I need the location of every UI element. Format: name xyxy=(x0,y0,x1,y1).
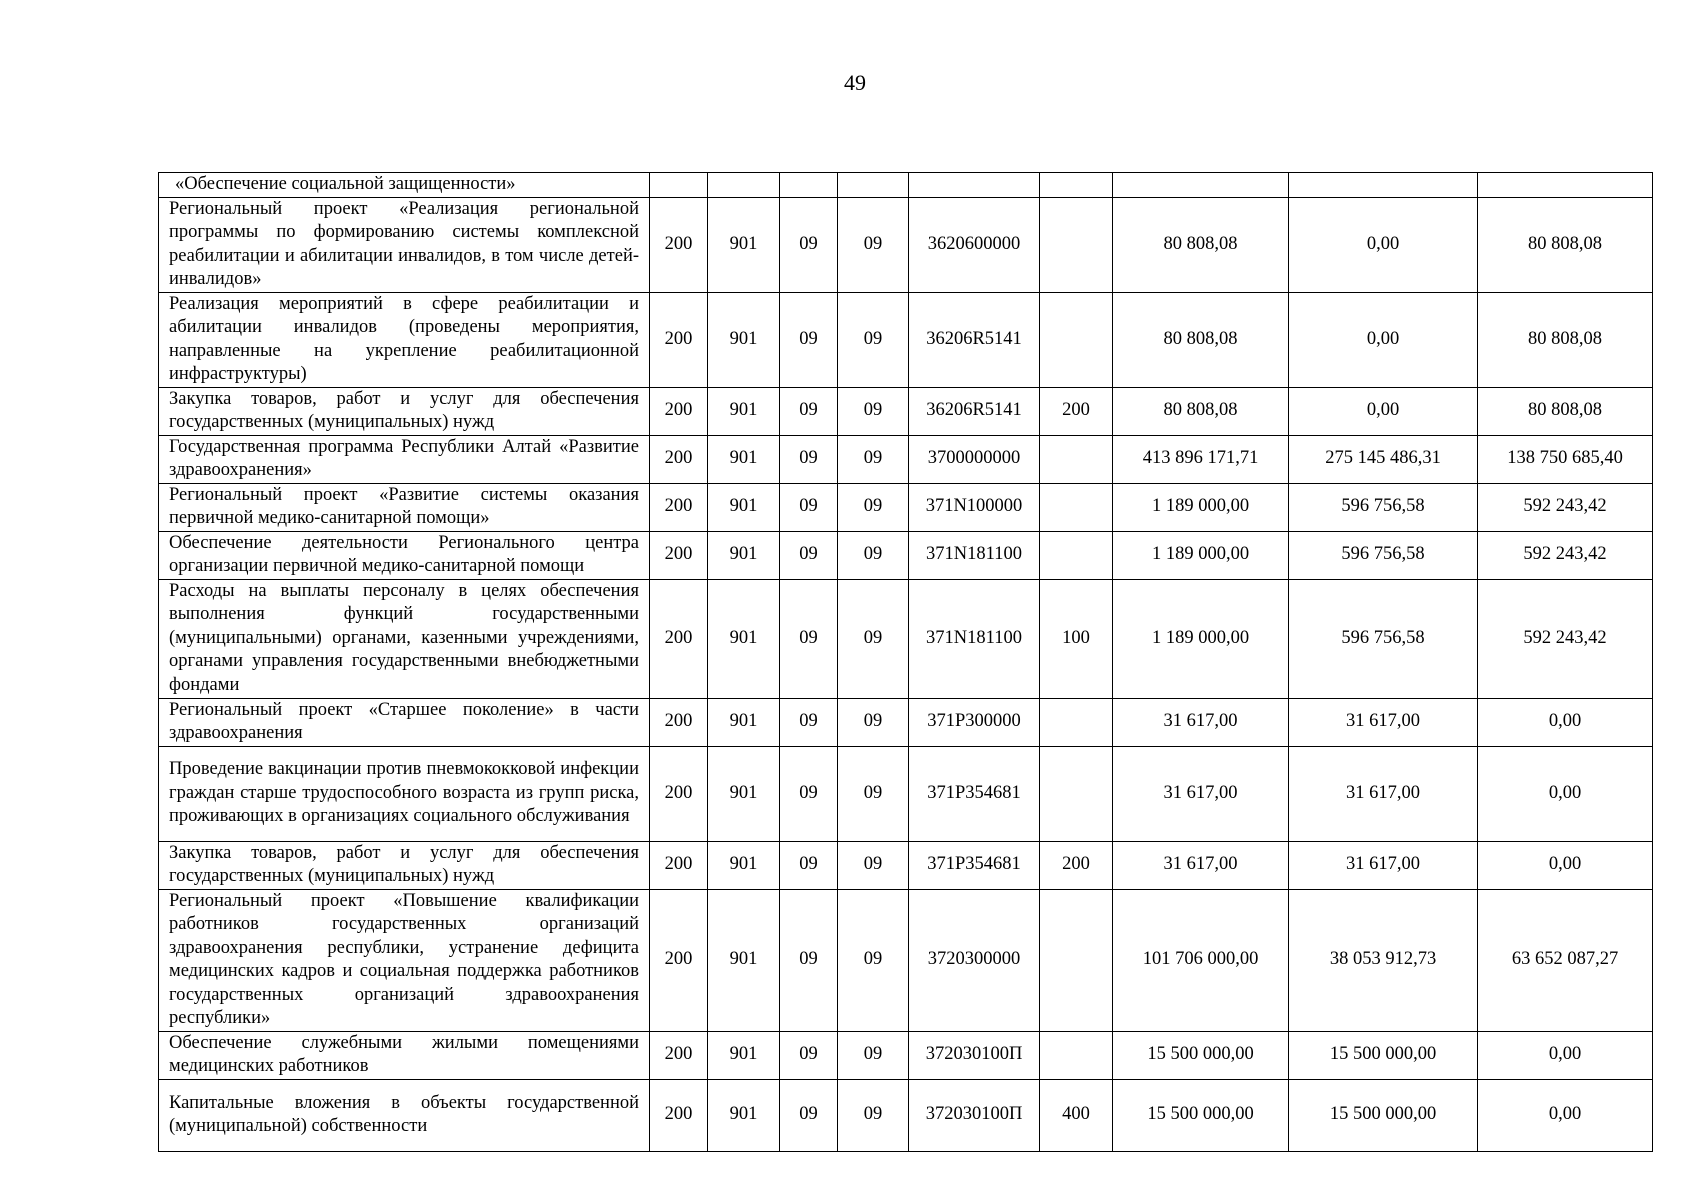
ved-cell: 901 xyxy=(708,698,780,746)
subsection-cell: 09 xyxy=(838,1079,909,1151)
expense-type-cell: 100 xyxy=(1040,579,1113,698)
regional-amount-cell: 0,00 xyxy=(1478,698,1653,746)
expense-type-cell xyxy=(1040,1031,1113,1079)
federal-amount-cell: 15 500 000,00 xyxy=(1289,1079,1478,1151)
regional-amount-cell: 63 652 087,27 xyxy=(1478,889,1653,1031)
ved-cell: 901 xyxy=(708,435,780,483)
ved-cell: 901 xyxy=(708,387,780,435)
subsection-cell: 09 xyxy=(838,841,909,889)
target-article-cell: 371P354681 xyxy=(909,841,1040,889)
section-cell: 09 xyxy=(780,1031,838,1079)
federal-amount-cell: 596 756,58 xyxy=(1289,483,1478,531)
table-row xyxy=(159,746,1653,841)
section-cell: 09 xyxy=(780,531,838,579)
row-name-cell: Государственная программа Республики Алтай «Развитие здравоохранения» xyxy=(159,435,650,483)
row-name-cell: Расходы на выплаты персоналу в целях обеспечения выполнения функций государственными (муниципальными) органами, казенными учреждениями, органами управления государственными внебюджетными фондами xyxy=(159,579,650,698)
total-amount-cell: 1 189 000,00 xyxy=(1113,531,1289,579)
federal-amount-cell: 31 617,00 xyxy=(1289,698,1478,746)
expense-type-cell xyxy=(1040,292,1113,387)
subsection-cell: 09 xyxy=(838,387,909,435)
expense-type-cell xyxy=(1040,197,1113,292)
subsection-cell: 09 xyxy=(838,197,909,292)
grbs-cell: 200 xyxy=(650,483,708,531)
row-name-cell: Реализация мероприятий в сфере реабилитации и абилитации инвалидов (проведены мероприятия, направленные на укрепление реабилитационной инфраструктуры) xyxy=(159,292,650,387)
regional-amount-cell: 0,00 xyxy=(1478,1031,1653,1079)
grbs-cell: 200 xyxy=(650,746,708,841)
grbs-cell: 200 xyxy=(650,1031,708,1079)
expense-type-cell xyxy=(1040,483,1113,531)
regional-amount-cell: 592 243,42 xyxy=(1478,483,1653,531)
ved-cell: 901 xyxy=(708,1079,780,1151)
grbs-cell: 200 xyxy=(650,292,708,387)
section-cell: 09 xyxy=(780,889,838,1031)
row-name-cell: «Обеспечение социальной защищенности» xyxy=(159,173,650,198)
ved-cell: 901 xyxy=(708,197,780,292)
grbs-cell: 200 xyxy=(650,579,708,698)
target-article-cell: 372030100П xyxy=(909,1031,1040,1079)
target-article-cell: 371P354681 xyxy=(909,746,1040,841)
ved-cell: 901 xyxy=(708,579,780,698)
federal-amount-cell: 31 617,00 xyxy=(1289,841,1478,889)
total-amount-cell: 15 500 000,00 xyxy=(1113,1031,1289,1079)
target-article-cell xyxy=(909,173,1040,198)
section-cell: 09 xyxy=(780,579,838,698)
grbs-cell: 200 xyxy=(650,387,708,435)
target-article-cell: 3700000000 xyxy=(909,435,1040,483)
target-article-cell: 371N181100 xyxy=(909,579,1040,698)
table-row xyxy=(159,387,1653,435)
ved-cell: 901 xyxy=(708,292,780,387)
table-row xyxy=(159,197,1653,292)
row-name-cell: Региональный проект «Старшее поколение» в части здравоохранения xyxy=(159,698,650,746)
target-article-cell: 36206R5141 xyxy=(909,387,1040,435)
regional-amount-cell: 592 243,42 xyxy=(1478,579,1653,698)
expense-type-cell: 400 xyxy=(1040,1079,1113,1151)
total-amount-cell: 1 189 000,00 xyxy=(1113,483,1289,531)
table-row xyxy=(159,1031,1653,1079)
subsection-cell: 09 xyxy=(838,579,909,698)
federal-amount-cell: 31 617,00 xyxy=(1289,746,1478,841)
total-amount-cell: 31 617,00 xyxy=(1113,746,1289,841)
grbs-cell: 200 xyxy=(650,698,708,746)
ved-cell: 901 xyxy=(708,889,780,1031)
federal-amount-cell: 38 053 912,73 xyxy=(1289,889,1478,1031)
section-cell xyxy=(780,173,838,198)
total-amount-cell: 80 808,08 xyxy=(1113,387,1289,435)
table-row xyxy=(159,889,1653,1031)
subsection-cell: 09 xyxy=(838,889,909,1031)
total-amount-cell: 101 706 000,00 xyxy=(1113,889,1289,1031)
table-row xyxy=(159,173,1653,198)
grbs-cell: 200 xyxy=(650,889,708,1031)
subsection-cell: 09 xyxy=(838,435,909,483)
subsection-cell: 09 xyxy=(838,292,909,387)
total-amount-cell: 1 189 000,00 xyxy=(1113,579,1289,698)
subsection-cell: 09 xyxy=(838,483,909,531)
regional-amount-cell: 138 750 685,40 xyxy=(1478,435,1653,483)
regional-amount-cell: 0,00 xyxy=(1478,746,1653,841)
grbs-cell xyxy=(650,173,708,198)
regional-amount-cell: 80 808,08 xyxy=(1478,197,1653,292)
row-name-cell: Проведение вакцинации против пневмококковой инфекции граждан старше трудоспособного возраста из групп риска, проживающих в организациях социального обслуживания xyxy=(159,746,650,841)
ved-cell: 901 xyxy=(708,531,780,579)
federal-amount-cell: 15 500 000,00 xyxy=(1289,1031,1478,1079)
ved-cell: 901 xyxy=(708,746,780,841)
expense-type-cell xyxy=(1040,698,1113,746)
target-article-cell: 36206R5141 xyxy=(909,292,1040,387)
regional-amount-cell: 0,00 xyxy=(1478,1079,1653,1151)
expense-type-cell xyxy=(1040,173,1113,198)
federal-amount-cell: 0,00 xyxy=(1289,197,1478,292)
regional-amount-cell xyxy=(1478,173,1653,198)
federal-amount-cell xyxy=(1289,173,1478,198)
table-row xyxy=(159,698,1653,746)
subsection-cell: 09 xyxy=(838,698,909,746)
total-amount-cell: 15 500 000,00 xyxy=(1113,1079,1289,1151)
regional-amount-cell: 80 808,08 xyxy=(1478,387,1653,435)
table-row xyxy=(159,579,1653,698)
budget-table xyxy=(158,172,1653,1152)
table-row xyxy=(159,292,1653,387)
table-row xyxy=(159,841,1653,889)
regional-amount-cell: 592 243,42 xyxy=(1478,531,1653,579)
expense-type-cell xyxy=(1040,746,1113,841)
table-row xyxy=(159,1079,1653,1151)
total-amount-cell: 413 896 171,71 xyxy=(1113,435,1289,483)
section-cell: 09 xyxy=(780,746,838,841)
subsection-cell: 09 xyxy=(838,1031,909,1079)
page-number: 49 xyxy=(844,70,866,95)
federal-amount-cell: 0,00 xyxy=(1289,387,1478,435)
row-name-cell: Региональный проект «Реализация региональной программы по формированию системы комплексной реабилитации и абилитации инвалидов, в том числе детей-инвалидов» xyxy=(159,197,650,292)
regional-amount-cell: 0,00 xyxy=(1478,841,1653,889)
target-article-cell: 372030100П xyxy=(909,1079,1040,1151)
expense-type-cell: 200 xyxy=(1040,387,1113,435)
total-amount-cell: 80 808,08 xyxy=(1113,292,1289,387)
section-cell: 09 xyxy=(780,435,838,483)
subsection-cell: 09 xyxy=(838,746,909,841)
regional-amount-cell: 80 808,08 xyxy=(1478,292,1653,387)
federal-amount-cell: 596 756,58 xyxy=(1289,579,1478,698)
row-name-cell: Региональный проект «Повышение квалификации работников государственных организаций здравоохранения республики, устранение дефицита медицинских кадров и социальная поддержка работников государственных организаций здравоохранения республики» xyxy=(159,889,650,1031)
row-name-cell: Капитальные вложения в объекты государственной (муниципальной) собственности xyxy=(159,1079,650,1151)
subsection-cell xyxy=(838,173,909,198)
target-article-cell: 371N181100 xyxy=(909,531,1040,579)
grbs-cell: 200 xyxy=(650,841,708,889)
ved-cell: 901 xyxy=(708,483,780,531)
federal-amount-cell: 0,00 xyxy=(1289,292,1478,387)
total-amount-cell: 31 617,00 xyxy=(1113,841,1289,889)
ved-cell: 901 xyxy=(708,1031,780,1079)
row-name-cell: Закупка товаров, работ и услуг для обеспечения государственных (муниципальных) нужд xyxy=(159,387,650,435)
target-article-cell: 371P300000 xyxy=(909,698,1040,746)
table-row xyxy=(159,531,1653,579)
expense-type-cell xyxy=(1040,889,1113,1031)
section-cell: 09 xyxy=(780,197,838,292)
grbs-cell: 200 xyxy=(650,531,708,579)
total-amount-cell: 31 617,00 xyxy=(1113,698,1289,746)
federal-amount-cell: 275 145 486,31 xyxy=(1289,435,1478,483)
total-amount-cell xyxy=(1113,173,1289,198)
federal-amount-cell: 596 756,58 xyxy=(1289,531,1478,579)
table-row xyxy=(159,483,1653,531)
grbs-cell: 200 xyxy=(650,1079,708,1151)
section-cell: 09 xyxy=(780,483,838,531)
row-name-cell: Региональный проект «Развитие системы оказания первичной медико-санитарной помощи» xyxy=(159,483,650,531)
subsection-cell: 09 xyxy=(838,531,909,579)
total-amount-cell: 80 808,08 xyxy=(1113,197,1289,292)
section-cell: 09 xyxy=(780,292,838,387)
table-row xyxy=(159,435,1653,483)
ved-cell xyxy=(708,173,780,198)
grbs-cell: 200 xyxy=(650,197,708,292)
section-cell: 09 xyxy=(780,387,838,435)
row-name-cell: Обеспечение деятельности Регионального центра организации первичной медико-санитарной помощи xyxy=(159,531,650,579)
section-cell: 09 xyxy=(780,841,838,889)
expense-type-cell xyxy=(1040,531,1113,579)
table-body xyxy=(159,173,1653,1152)
ved-cell: 901 xyxy=(708,841,780,889)
expense-type-cell: 200 xyxy=(1040,841,1113,889)
section-cell: 09 xyxy=(780,698,838,746)
target-article-cell: 3720300000 xyxy=(909,889,1040,1031)
target-article-cell: 3620600000 xyxy=(909,197,1040,292)
grbs-cell: 200 xyxy=(650,435,708,483)
target-article-cell: 371N100000 xyxy=(909,483,1040,531)
expense-type-cell xyxy=(1040,435,1113,483)
row-name-cell: Обеспечение служебными жилыми помещениями медицинских работников xyxy=(159,1031,650,1079)
section-cell: 09 xyxy=(780,1079,838,1151)
row-name-cell: Закупка товаров, работ и услуг для обеспечения государственных (муниципальных) нужд xyxy=(159,841,650,889)
